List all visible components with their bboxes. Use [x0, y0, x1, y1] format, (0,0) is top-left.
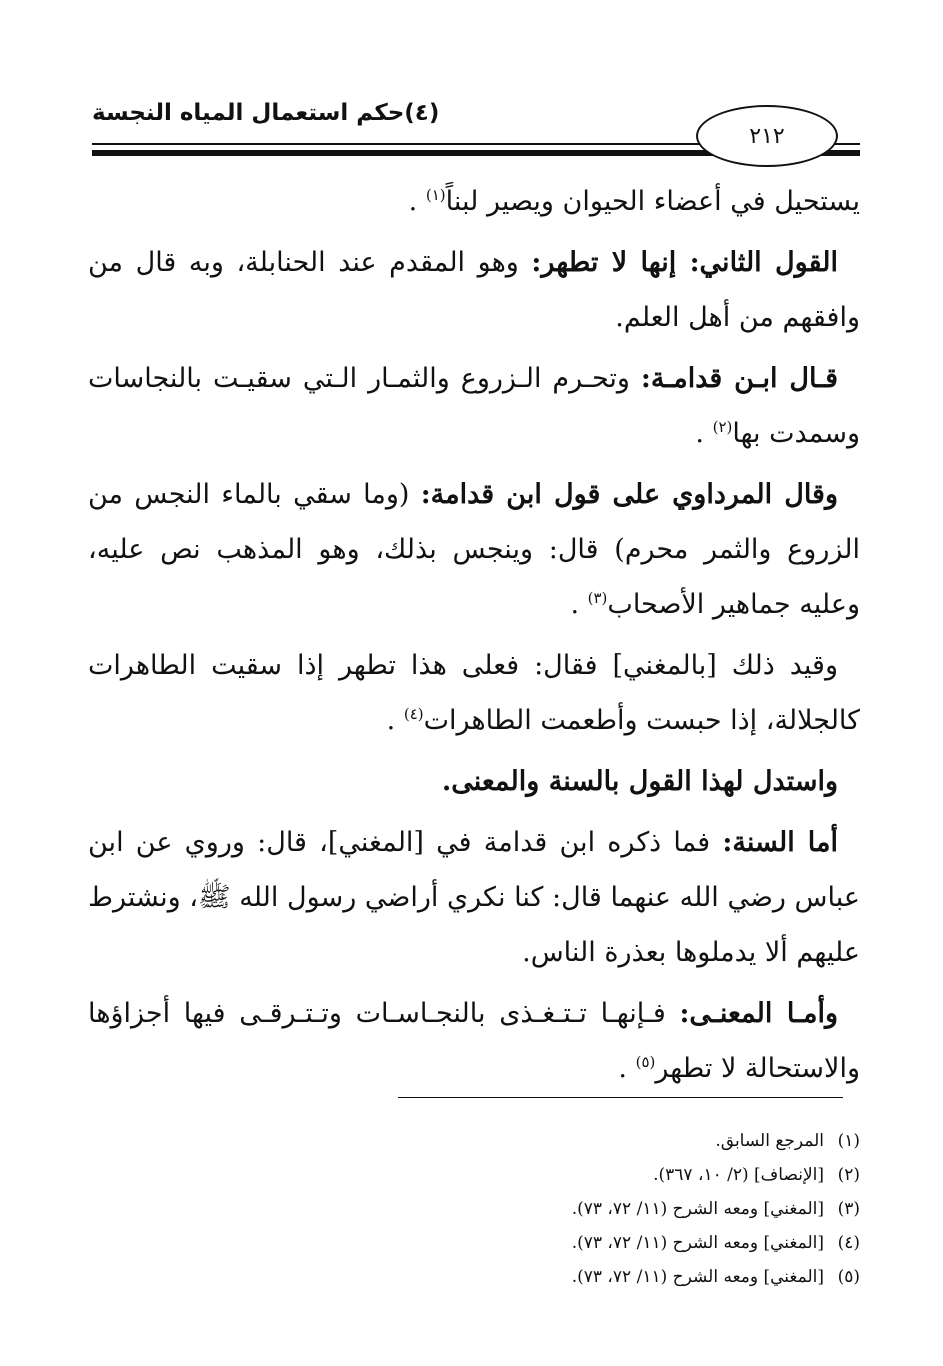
footnote-text: المرجع السابق. [715, 1131, 824, 1151]
body-text [88, 174, 860, 1102]
paragraph-end: . [570, 589, 588, 620]
paragraph-end: . [408, 186, 426, 217]
footnote-ref: (٤) [403, 705, 424, 723]
footnote-ref: (٣) [587, 589, 608, 607]
paragraph-text: وقيد ذلك [بالمغني] فقال: فعلى هذا تطهر إذا سقيت الطاهرات كالجلالة، إذا حبست وأطعمت الطاهرات [88, 650, 860, 736]
footnote-number: (٥) [837, 1267, 860, 1287]
footnote-number: (٤) [837, 1233, 860, 1253]
paragraph [88, 986, 860, 1096]
page-number: ٢١٢ [696, 105, 838, 167]
paragraph [88, 815, 860, 980]
footnote [300, 1260, 860, 1294]
paragraph-text: فما ذكره ابن قدامة في [المغني]، قال: وروي عن ابن عباس رضي الله عنهما قال: كنا نكري أراضي رسول الله ﷺ، ونشترط عليهم ألا يدملوها بعذرة الناس. [88, 827, 860, 968]
footnote [300, 1192, 860, 1226]
paragraph [88, 235, 860, 345]
paragraph [88, 638, 860, 748]
footnote-number: (١) [837, 1131, 860, 1151]
page-title: (٤)حكم استعمال المياه النجسة [92, 100, 440, 126]
paragraph-heading: قـال ابـن قدامـة: [640, 363, 838, 394]
paragraph-end: . [386, 705, 404, 736]
paragraph-text: وهو المقدم عند الحنابلة، وبه قال من وافقهم من أهل العلم. [88, 247, 860, 333]
footnote-ref: (٢) [712, 418, 733, 436]
footnote-text: [المغني] ومعه الشرح (١١/ ٧٢، ٧٣). [571, 1233, 824, 1253]
paragraph-text: فـإنهـا تـتـغـذى بالنجـاسـات وتـتـرقـى فيها أجزاؤها والاستحالة لا تطهر [88, 998, 860, 1084]
footnote-ref: (٥) [635, 1053, 656, 1071]
paragraph [88, 467, 860, 632]
paragraph-heading: القول الثاني: إنها لا تطهر: [531, 247, 838, 278]
paragraph-heading: أما السنة: [722, 827, 838, 858]
paragraph-text: (وما سقي بالماء النجس من الزروع والثمر محرم) قال: وينجس بذلك، وهو المذهب نص عليه، وعليه جماهير الأصحاب [88, 479, 860, 620]
paragraph [88, 351, 860, 461]
footnote-ref: (١) [425, 186, 446, 204]
paragraph [88, 174, 860, 229]
footnote [300, 1158, 860, 1192]
paragraph-end: . [695, 418, 713, 449]
footnote [300, 1226, 860, 1260]
paragraph-text: يستحيل في أعضاء الحيوان ويصير لبناً [445, 186, 860, 217]
footnote-text: [المغني] ومعه الشرح (١١/ ٧٢، ٧٣). [571, 1267, 824, 1287]
footnotes [300, 1124, 860, 1294]
footnote [300, 1124, 860, 1158]
footnote-separator [398, 1097, 843, 1098]
paragraph-end: . [618, 1053, 636, 1084]
paragraph-text: وتحـرم الـزروع والثمـار الـتي سقيـت بالنجاسات وسمدت بها [88, 363, 860, 449]
footnote-number: (٢) [837, 1165, 860, 1185]
paragraph-heading: واستدل لهذا القول بالسنة والمعنى. [441, 766, 838, 797]
footnote-number: (٣) [837, 1199, 860, 1219]
footnote-text: [المغني] ومعه الشرح (١١/ ٧٢، ٧٣). [571, 1199, 824, 1219]
paragraph [88, 754, 860, 809]
footnote-text: [الإنصاف] (٢/ ١٠، ٣٦٧). [653, 1165, 824, 1185]
paragraph-heading: وقال المرداوي على قول ابن قدامة: [420, 479, 838, 510]
paragraph-heading: وأمـا المعنـى: [679, 998, 838, 1029]
